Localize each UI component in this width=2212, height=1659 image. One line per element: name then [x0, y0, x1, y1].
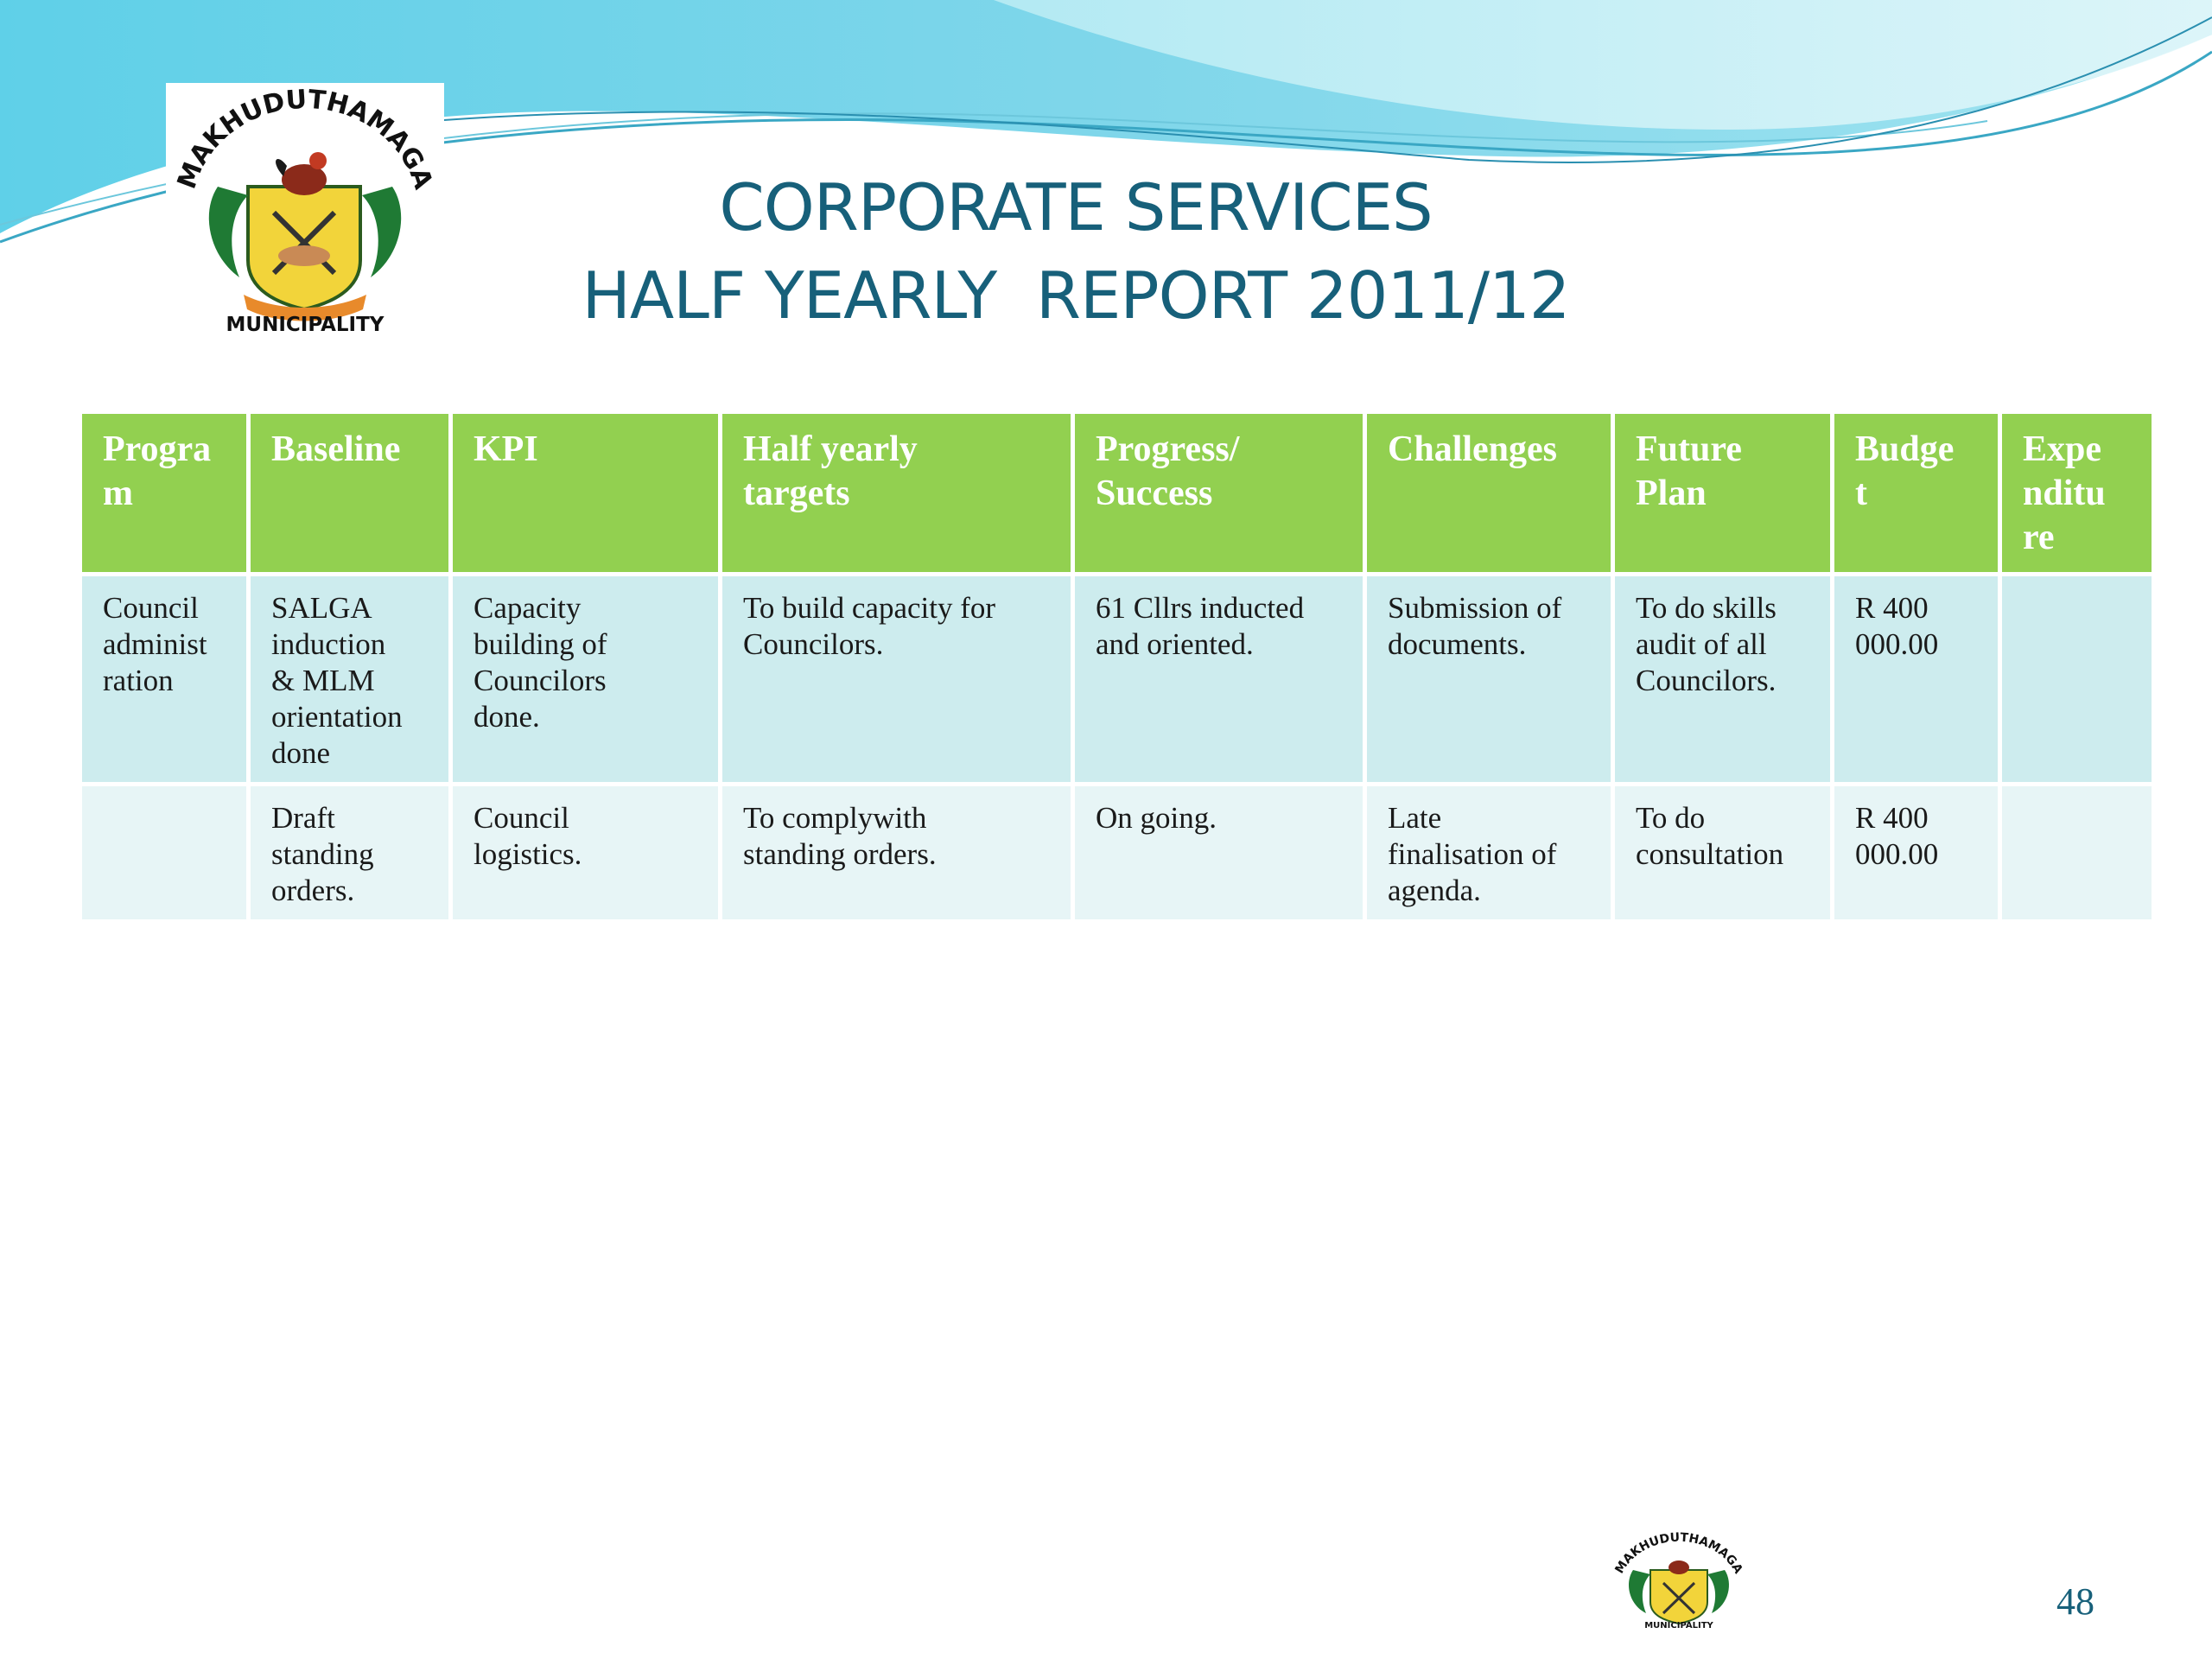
- table-cell: Draft standing orders.: [249, 785, 451, 922]
- page-number: 48: [2056, 1580, 2094, 1623]
- column-header: Half yearly targets: [721, 412, 1073, 575]
- table-row: [80, 575, 2154, 785]
- table-cell: To do skills audit of all Councilors.: [1613, 575, 1833, 785]
- table-cell: R 400 000.00: [1833, 785, 2000, 922]
- column-header: Progress/ Success: [1073, 412, 1365, 575]
- table-cell: Submission of documents.: [1365, 575, 1613, 785]
- table-cell: [2000, 575, 2154, 785]
- header-row: [80, 412, 2154, 575]
- table-cell: Late finalisation of agenda.: [1365, 785, 1613, 922]
- table-cell: Council logistics.: [451, 785, 721, 922]
- column-header: KPI: [451, 412, 721, 575]
- column-header: Baseline: [249, 412, 451, 575]
- column-header: Progra m: [80, 412, 249, 575]
- table-cell: On going.: [1073, 785, 1365, 922]
- table-cell: To build capacity for Councilors.: [721, 575, 1073, 785]
- table-cell: R 400 000.00: [1833, 575, 2000, 785]
- report-table: [78, 410, 2156, 924]
- table-cell: Council administ ration: [80, 575, 249, 785]
- table-row: [80, 785, 2154, 922]
- footer-logo-bottom-text: MUNICIPALITY: [1644, 1621, 1713, 1630]
- table-cell: 61 Cllrs inducted and oriented.: [1073, 575, 1365, 785]
- footer-logo: [1607, 1522, 1751, 1630]
- table-cell: To complywith standing orders.: [721, 785, 1073, 922]
- page-title-line-2: HALF YEARLY REPORT 2011/12: [582, 257, 1570, 334]
- logo-bottom-text: MUNICIPALITY: [226, 314, 385, 335]
- table-cell: Capacity building of Councilors done.: [451, 575, 721, 785]
- column-header: Challenges: [1365, 412, 1613, 575]
- logo-arc-text: MAKHUDUTHAMAGA: [171, 84, 439, 194]
- page-title-line-1: CORPORATE SERVICES: [719, 169, 1433, 245]
- column-header: Budge t: [1833, 412, 2000, 575]
- column-header: Future Plan: [1613, 412, 1833, 575]
- column-header: Expe nditu re: [2000, 412, 2154, 575]
- table-cell: SALGA induction & MLM orientation done: [249, 575, 451, 785]
- table-cell: [2000, 785, 2154, 922]
- table-cell: To do consultation: [1613, 785, 1833, 922]
- footer-logo-arc-text: MAKHUDUTHAMAGA: [1612, 1530, 1745, 1577]
- table-cell: [80, 785, 249, 922]
